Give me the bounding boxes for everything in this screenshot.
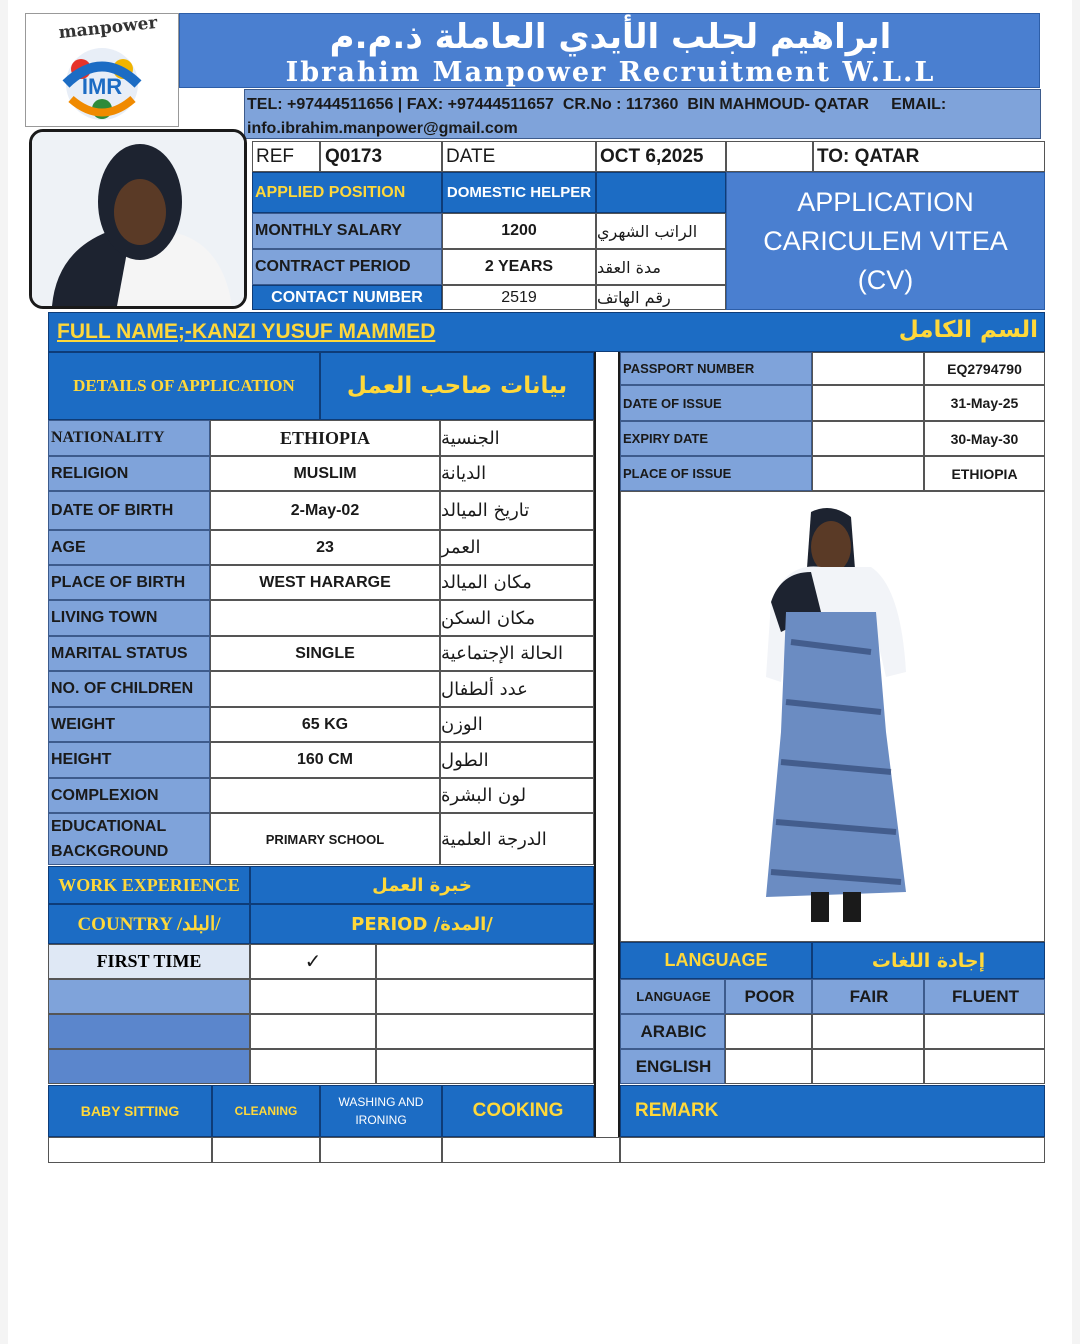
section-divider bbox=[594, 352, 620, 1137]
skill-baby-sitting: BABY SITTING bbox=[48, 1085, 212, 1137]
detail-label-ar: عدد ألطفال bbox=[440, 671, 594, 707]
language-title-ar: إجادة اللغات bbox=[812, 942, 1045, 979]
passport-label: EXPIRY DATE bbox=[620, 421, 812, 456]
period-label: PERIOD /المدة/ bbox=[250, 904, 594, 944]
work-row-4-country bbox=[48, 1049, 250, 1084]
applied-position-label: APPLIED POSITION bbox=[252, 172, 442, 213]
full-name-ar: السم الكامل bbox=[898, 317, 1038, 343]
detail-value: 160 CM bbox=[210, 742, 440, 778]
work-row-2-a bbox=[250, 979, 376, 1014]
passport-value: 30-May-30 bbox=[924, 421, 1045, 456]
country-label: COUNTRY /البلد/ bbox=[48, 904, 250, 944]
destination: TO: QATAR bbox=[813, 141, 1045, 172]
passport-label: DATE OF ISSUE bbox=[620, 385, 812, 421]
work-row-3-a bbox=[250, 1014, 376, 1049]
cv-title-line3: (CV) bbox=[857, 265, 914, 295]
cv-title-line2: CARICULEM VITEA bbox=[763, 226, 1008, 256]
contact-number-label: CONTACT NUMBER bbox=[252, 285, 442, 310]
language-row-arabic: ARABIC bbox=[620, 1014, 725, 1049]
detail-label: HEIGHT bbox=[48, 742, 210, 778]
skill-washing-ironing bbox=[320, 1085, 442, 1137]
company-english-name: Ibrahim Manpower Recruitment W.L.L bbox=[285, 57, 936, 88]
applied-position-blank bbox=[596, 172, 726, 213]
detail-label-ar: الدرجة العلمية bbox=[440, 813, 594, 865]
detail-label-ar: الحالة الإجتماعية bbox=[440, 636, 594, 671]
first-time-check: ✓ bbox=[250, 944, 376, 979]
detail-label: WEIGHT bbox=[48, 707, 210, 742]
passport-value: EQ2794790 bbox=[924, 352, 1045, 385]
applicant-full-photo bbox=[620, 491, 1045, 942]
full-photo-image bbox=[621, 492, 1044, 941]
skill-washing-line1: WASHING AND bbox=[338, 1095, 424, 1109]
applied-position-text: DOMESTIC HELPER bbox=[446, 183, 592, 201]
detail-value: MUSLIM bbox=[210, 456, 440, 491]
full-name: FULL NAME;-KANZI YUSUF MAMMED bbox=[57, 320, 436, 343]
detail-value: ETHIOPIA bbox=[210, 420, 440, 456]
language-title: LANGUAGE bbox=[620, 942, 812, 979]
english-poor bbox=[725, 1049, 812, 1084]
detail-value: SINGLE bbox=[210, 636, 440, 671]
detail-label-ar: الوزن bbox=[440, 707, 594, 742]
language-row-english: ENGLISH bbox=[620, 1049, 725, 1084]
cv-title-line1: APPLICATION bbox=[797, 187, 974, 217]
detail-label: MARITAL STATUS bbox=[48, 636, 210, 671]
arabic-fluent bbox=[924, 1014, 1045, 1049]
contact-line: TEL: +97444511656 | FAX: +97444511657 CR.No : 117360 BIN MAHMOUD- QATAR EMAIL: bbox=[247, 96, 947, 113]
arabic-fair bbox=[812, 1014, 924, 1049]
detail-value: 2-May-02 bbox=[210, 491, 440, 530]
contract-label: CONTRACT PERIOD bbox=[252, 249, 442, 285]
language-col-fair: FAIR bbox=[812, 979, 924, 1014]
company-email[interactable]: info.ibrahim.manpower@gmail.com bbox=[247, 120, 518, 137]
detail-value bbox=[210, 671, 440, 707]
detail-label-ar: تاريخ الميالد bbox=[440, 491, 594, 530]
detail-label: NATIONALITY bbox=[48, 420, 210, 456]
detail-label-ar: الطول bbox=[440, 742, 594, 778]
work-row-2-b bbox=[376, 979, 594, 1014]
ref-value: Q0173 bbox=[320, 141, 442, 172]
detail-label: PLACE OF BIRTH bbox=[48, 565, 210, 600]
detail-value: PRIMARY SCHOOL bbox=[210, 813, 440, 865]
detail-label: COMPLEXION bbox=[48, 778, 210, 813]
work-row-2-country bbox=[48, 979, 250, 1014]
detail-label: LIVING TOWN bbox=[48, 600, 210, 636]
ref-label: REF bbox=[252, 141, 320, 172]
language-col-language: LANGUAGE bbox=[620, 979, 725, 1014]
full-name-bar bbox=[48, 312, 1045, 352]
work-row-4-b bbox=[376, 1049, 594, 1084]
passport-label: PASSPORT NUMBER bbox=[620, 352, 812, 385]
details-header-ar: بيانات صاحب العمل bbox=[320, 352, 594, 420]
portrait-image bbox=[32, 132, 244, 306]
language-col-poor: POOR bbox=[725, 979, 812, 1014]
detail-label: RELIGION bbox=[48, 456, 210, 491]
passport-blank bbox=[812, 385, 924, 421]
skill-baby-sitting-value bbox=[48, 1137, 212, 1163]
detail-label-ar: الديانة bbox=[440, 456, 594, 491]
logo-abbr: IMR bbox=[81, 74, 123, 99]
work-experience-title-ar: خبرة العمل bbox=[250, 866, 594, 904]
company-banner bbox=[179, 13, 1040, 88]
contract-label-ar: مدة العقد bbox=[596, 249, 726, 285]
skill-cooking-value bbox=[442, 1137, 620, 1163]
detail-value: 65 KG bbox=[210, 707, 440, 742]
first-time-period bbox=[376, 944, 594, 979]
skill-washing-line2: IRONING bbox=[355, 1113, 407, 1127]
detail-label: NO. OF CHILDREN bbox=[48, 671, 210, 707]
salary-label: MONTHLY SALARY bbox=[252, 213, 442, 249]
company-arabic-name: ابراهيم لجلب الأيدي العاملة ذ.م.م bbox=[329, 17, 892, 57]
passport-value: ETHIOPIA bbox=[924, 456, 1045, 491]
passport-blank bbox=[812, 421, 924, 456]
date-label: DATE bbox=[442, 141, 596, 172]
skill-washing-value bbox=[320, 1137, 442, 1163]
work-row-4-a bbox=[250, 1049, 376, 1084]
detail-label: DATE OF BIRTH bbox=[48, 491, 210, 530]
english-fluent bbox=[924, 1049, 1045, 1084]
contact-number-value: 2519 bbox=[442, 285, 596, 310]
passport-blank bbox=[812, 456, 924, 491]
details-header: DETAILS OF APPLICATION bbox=[48, 352, 320, 420]
detail-label-ar: مكان السكن bbox=[440, 600, 594, 636]
passport-blank bbox=[812, 352, 924, 385]
contact-box bbox=[244, 89, 1041, 139]
skill-cleaning-value bbox=[212, 1137, 320, 1163]
cv-title-box bbox=[726, 172, 1045, 310]
language-col-fluent: FLUENT bbox=[924, 979, 1045, 1014]
skill-cooking: COOKING bbox=[442, 1085, 594, 1137]
work-experience-title: WORK EXPERIENCE bbox=[48, 866, 250, 904]
salary-label-ar: الراتب الشهري bbox=[596, 213, 726, 249]
skill-cleaning: CLEANING bbox=[212, 1085, 320, 1137]
remark-value bbox=[620, 1137, 1045, 1163]
detail-value: 23 bbox=[210, 530, 440, 565]
date-value: OCT 6,2025 bbox=[596, 141, 726, 172]
first-time-label: FIRST TIME bbox=[48, 944, 250, 979]
detail-label: EDUCATIONAL BACKGROUND bbox=[48, 813, 210, 865]
contract-value: 2 YEARS bbox=[442, 249, 596, 285]
passport-value: 31-May-25 bbox=[924, 385, 1045, 421]
work-row-3-b bbox=[376, 1014, 594, 1049]
detail-label-ar: العمر bbox=[440, 530, 594, 565]
company-logo bbox=[25, 13, 179, 127]
detail-label: AGE bbox=[48, 530, 210, 565]
remark-label: REMARK bbox=[620, 1085, 1045, 1137]
applicant-portrait bbox=[29, 129, 247, 309]
work-row-3-country bbox=[48, 1014, 250, 1049]
detail-label-ar: الجنسية bbox=[440, 420, 594, 456]
cv-page bbox=[8, 0, 1072, 1344]
detail-value: WEST HARARGE bbox=[210, 565, 440, 600]
passport-label: PLACE OF ISSUE bbox=[620, 456, 812, 491]
logo-text: manpower bbox=[57, 12, 159, 44]
header-blank bbox=[726, 141, 813, 172]
applied-position-value bbox=[442, 172, 596, 213]
detail-label-ar: مكان الميالد bbox=[440, 565, 594, 600]
arabic-poor bbox=[725, 1014, 812, 1049]
english-fair bbox=[812, 1049, 924, 1084]
contact-number-label-ar: رقم الهاتف bbox=[596, 285, 726, 310]
detail-label-ar: لون البشرة bbox=[440, 778, 594, 813]
salary-value: 1200 bbox=[442, 213, 596, 249]
detail-value bbox=[210, 778, 440, 813]
detail-value bbox=[210, 600, 440, 636]
